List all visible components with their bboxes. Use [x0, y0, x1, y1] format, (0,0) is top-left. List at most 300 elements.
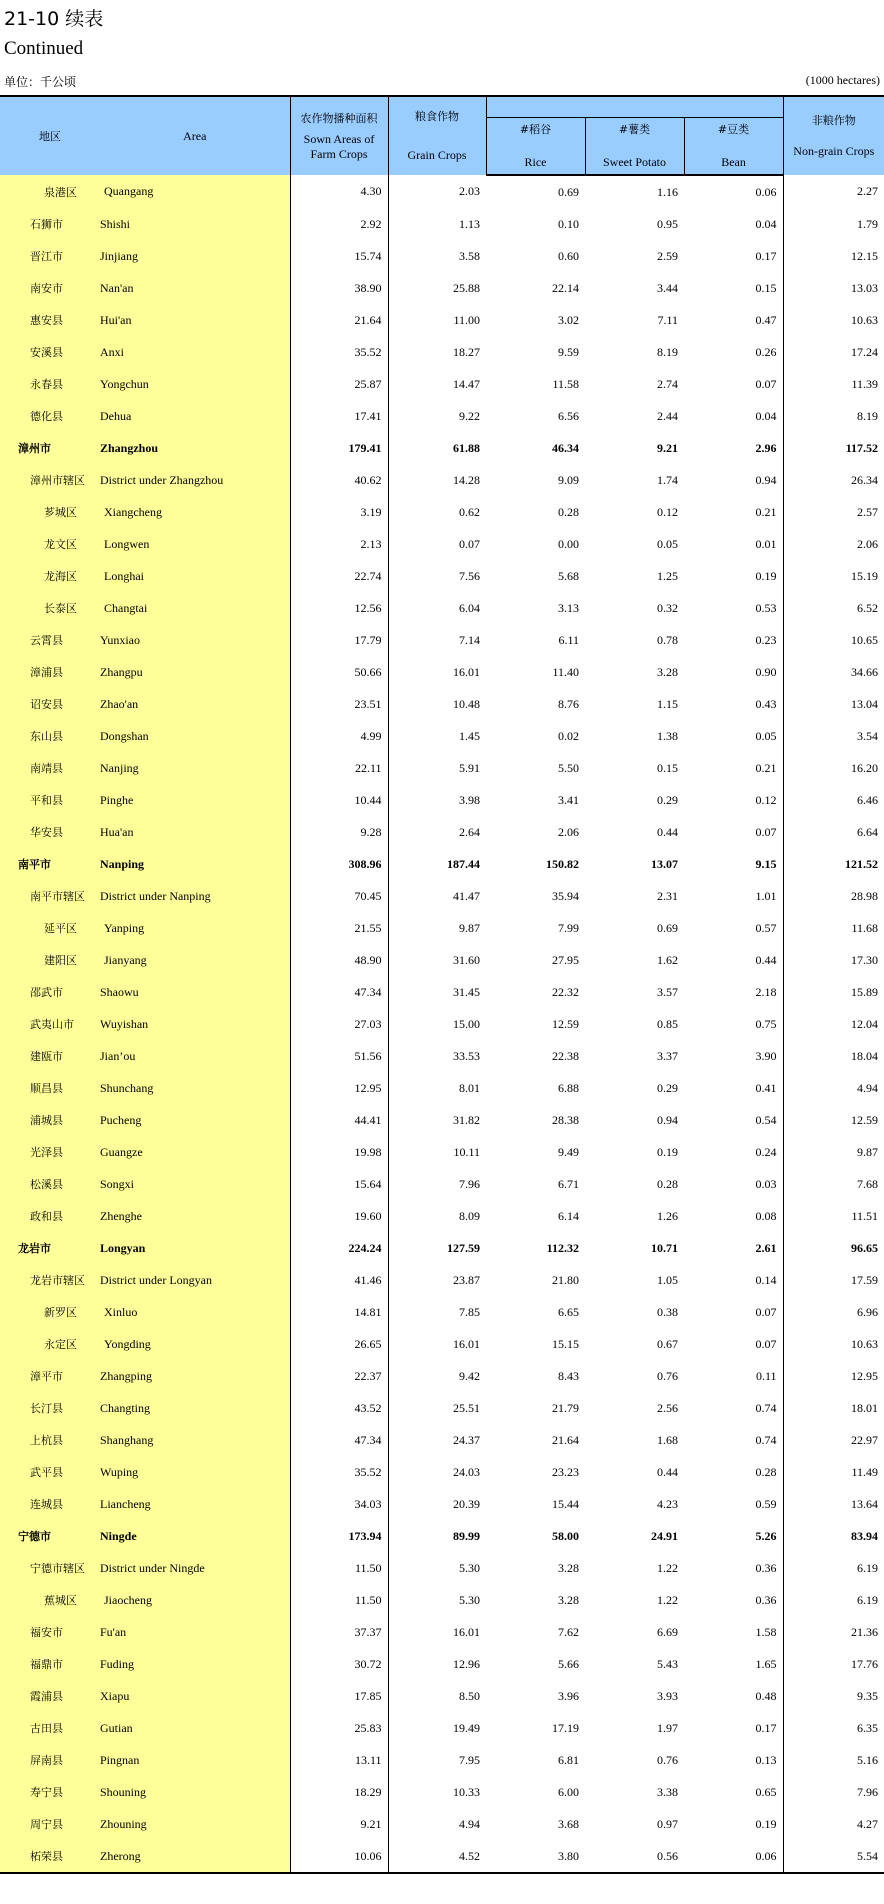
bean-value: 0.74	[755, 1432, 777, 1447]
sweet-potato-value: 0.32	[657, 600, 678, 615]
grain-crops-value: 7.14	[388, 624, 486, 656]
bean-value: 0.14	[755, 1272, 777, 1287]
grain-crops-value: 24.03	[388, 1456, 486, 1488]
grain-crops-value: 1.13	[388, 208, 486, 240]
bean-value: 0.15	[755, 280, 777, 295]
bean-value: 0.12	[755, 792, 777, 807]
sweet-potato-value: 0.76	[657, 1368, 678, 1383]
area-name-en: Changting	[100, 1392, 290, 1424]
area-name-en: District under Zhangzhou	[100, 464, 290, 496]
rice-value: 58.00	[552, 1528, 579, 1543]
area-name-en: Fuding	[100, 1648, 290, 1680]
table-number-title: 21-10 续表	[4, 8, 104, 30]
rice-value: 150.82	[546, 856, 579, 871]
sweet-potato-value: 1.26	[657, 1208, 678, 1223]
region-name-zh: 建瓯市	[0, 1040, 100, 1072]
sweet-potato-value: 3.28	[657, 664, 678, 679]
non-grain-value: 18.01	[783, 1392, 884, 1424]
non-grain-value: 96.65	[783, 1232, 884, 1264]
sown-area-value: 14.81	[290, 1296, 388, 1328]
table-row	[0, 304, 884, 336]
region-name-zh: 连城县	[0, 1488, 100, 1520]
sown-area-value: 21.64	[290, 304, 388, 336]
region-name-zh: 华安县	[0, 816, 100, 848]
rice-value: 21.64	[552, 1432, 579, 1447]
bean-value: 0.36	[755, 1592, 777, 1607]
area-header: Area	[100, 96, 290, 175]
region-name-zh: 邵武市	[0, 976, 100, 1008]
region-name-zh: 延平区	[0, 912, 100, 944]
sown-area-value: 47.34	[290, 1424, 388, 1456]
bean-value: 5.26	[755, 1528, 777, 1543]
grain-crops-value: 5.30	[388, 1584, 486, 1616]
grain-crops-value: 9.22	[388, 400, 486, 432]
sown-area-value: 22.11	[290, 752, 388, 784]
area-name-en: Yunxiao	[100, 624, 290, 656]
sweet-potato-value: 0.56	[585, 1840, 684, 1873]
rice-value: 11.58	[552, 376, 579, 391]
rice-value: 12.59	[552, 1016, 579, 1031]
non-grain-header-en: Non-grain Crops	[793, 144, 875, 158]
table-row	[0, 1040, 884, 1072]
sweet-potato-value: 0.97	[657, 1816, 678, 1831]
region-name-zh: 诏安县	[0, 688, 100, 720]
bean-header	[684, 118, 783, 176]
area-name-en: Nanjing	[100, 752, 290, 784]
rice-value: 6.11	[558, 632, 579, 647]
sown-area-value: 4.99	[290, 720, 388, 752]
sown-area-value: 35.52	[290, 1456, 388, 1488]
region-name-zh: 福鼎市	[0, 1648, 100, 1680]
grain-crops-value: 3.58	[388, 240, 486, 272]
region-name-zh: 光泽县	[0, 1136, 100, 1168]
region-name-zh: 永定区	[0, 1328, 100, 1360]
sown-area-value: 50.66	[290, 656, 388, 688]
rice-value: 22.38	[552, 1048, 579, 1063]
table-row	[0, 336, 884, 368]
region-name-zh: 南平市	[0, 848, 100, 880]
grain-crops-value: 5.30	[388, 1552, 486, 1584]
rice-value: 7.99	[558, 920, 579, 935]
region-name-zh: 永春县	[0, 368, 100, 400]
non-grain-value: 15.19	[783, 560, 884, 592]
non-grain-value: 13.04	[783, 688, 884, 720]
non-grain-value: 3.54	[783, 720, 884, 752]
grain-crops-value: 16.01	[388, 1616, 486, 1648]
non-grain-header-zh: 非粮作物	[811, 114, 856, 127]
non-grain-value: 6.19	[783, 1584, 884, 1616]
non-grain-value: 6.46	[783, 784, 884, 816]
grain-crops-value: 61.88	[388, 432, 486, 464]
non-grain-value: 7.96	[783, 1776, 884, 1808]
area-name-en: Zherong	[100, 1840, 290, 1873]
table-row	[0, 1008, 884, 1040]
sweet-potato-value: 2.59	[657, 248, 678, 263]
area-name-en: Jiaocheng	[100, 1584, 290, 1616]
crop-area-table	[0, 95, 884, 1874]
sweet-potato-value: 6.69	[657, 1624, 678, 1639]
sown-area-value: 22.37	[290, 1360, 388, 1392]
table-row	[0, 1616, 884, 1648]
rice-value: 21.80	[552, 1272, 579, 1287]
sown-area-value: 179.41	[290, 432, 388, 464]
area-name-en: Liancheng	[100, 1488, 290, 1520]
grain-crops-value: 8.09	[388, 1200, 486, 1232]
bean-value: 0.26	[755, 344, 777, 359]
table-row	[0, 240, 884, 272]
bean-value: 0.07	[755, 1304, 777, 1319]
bean-header-en: Bean	[721, 155, 746, 169]
region-name-zh: 龙岩市	[0, 1232, 100, 1264]
sweet-potato-value: 9.21	[657, 440, 678, 455]
table-row	[0, 688, 884, 720]
grain-crops-value: 16.01	[388, 656, 486, 688]
sweet-potato-value: 3.38	[657, 1784, 678, 1799]
area-name-en: Pucheng	[100, 1104, 290, 1136]
bean-value: 0.21	[755, 504, 777, 519]
bean-value: 0.03	[755, 1176, 777, 1191]
region-name-zh: 政和县	[0, 1200, 100, 1232]
sown-area-value: 18.29	[290, 1776, 388, 1808]
non-grain-value: 17.59	[783, 1264, 884, 1296]
sweet-potato-value: 0.19	[657, 1144, 678, 1159]
rice-value: 11.40	[552, 664, 579, 679]
sweet-potato-value: 1.68	[657, 1432, 678, 1447]
grain-crops-value: 25.88	[388, 272, 486, 304]
grain-crops-value: 5.91	[388, 752, 486, 784]
rice-value: 0.02	[558, 728, 579, 743]
non-grain-value: 17.24	[783, 336, 884, 368]
area-name-en: Hui'an	[100, 304, 290, 336]
sown-area-value: 224.24	[290, 1232, 388, 1264]
table-row	[0, 720, 884, 752]
sweet-potato-value: 8.19	[657, 344, 678, 359]
sown-area-value: 47.34	[290, 976, 388, 1008]
region-name-zh: 浦城县	[0, 1104, 100, 1136]
sown-area-header	[290, 96, 388, 175]
region-name-zh: 龙海区	[0, 560, 100, 592]
bean-value: 0.21	[755, 760, 777, 775]
table-row	[0, 1456, 884, 1488]
table-row	[0, 784, 884, 816]
bean-value: 0.53	[755, 600, 777, 615]
sown-area-value: 4.30	[290, 175, 388, 208]
bean-value: 0.04	[755, 408, 777, 423]
sweet-potato-value: 0.85	[657, 1016, 678, 1031]
bean-value: 0.41	[755, 1080, 777, 1095]
table-row	[0, 1200, 884, 1232]
area-name-en: Shunchang	[100, 1072, 290, 1104]
bean-value: 3.90	[755, 1048, 777, 1063]
grain-crops-value: 89.99	[388, 1520, 486, 1552]
area-name-en: Hua'an	[100, 816, 290, 848]
bean-value: 0.54	[755, 1112, 777, 1127]
sweet-potato-value: 1.16	[657, 184, 678, 199]
sown-area-value: 27.03	[290, 1008, 388, 1040]
non-grain-value: 13.03	[783, 272, 884, 304]
sown-area-header-en: Sown Areas of Farm Crops	[303, 131, 375, 161]
sown-area-value: 41.46	[290, 1264, 388, 1296]
area-name-en: Ningde	[100, 1520, 290, 1552]
non-grain-value: 7.68	[783, 1168, 884, 1200]
sown-area-value: 17.85	[290, 1680, 388, 1712]
rice-value: 15.44	[552, 1496, 579, 1511]
region-name-zh: 松溪县	[0, 1168, 100, 1200]
region-name-zh: 周宁县	[0, 1808, 100, 1840]
rice-value: 6.00	[558, 1784, 579, 1799]
sown-area-value: 23.51	[290, 688, 388, 720]
non-grain-value: 34.66	[783, 656, 884, 688]
sown-area-value: 2.13	[290, 528, 388, 560]
rice-value: 3.68	[558, 1816, 579, 1831]
bean-value: 0.65	[755, 1784, 777, 1799]
grain-crops-value: 127.59	[388, 1232, 486, 1264]
region-name-zh: 平和县	[0, 784, 100, 816]
non-grain-value: 2.57	[783, 496, 884, 528]
sown-area-value: 21.55	[290, 912, 388, 944]
grain-crops-value: 18.27	[388, 336, 486, 368]
area-name-en: Yanping	[100, 912, 290, 944]
region-name-zh: 顺昌县	[0, 1072, 100, 1104]
grain-crops-header-en: Grain Crops	[407, 148, 467, 162]
region-name-zh: 惠安县	[0, 304, 100, 336]
table-row	[0, 368, 884, 400]
area-name-en: Jian’ou	[100, 1040, 290, 1072]
area-name-en: Shanghang	[100, 1424, 290, 1456]
sweet-potato-value: 1.25	[657, 568, 678, 583]
area-name-en: Zhenghe	[100, 1200, 290, 1232]
grain-crops-value: 9.42	[388, 1360, 486, 1392]
rice-value: 112.32	[546, 1240, 579, 1255]
table-row	[0, 208, 884, 240]
sweet-potato-value: 0.05	[657, 536, 678, 551]
bean-value: 0.57	[755, 920, 777, 935]
non-grain-value: 6.64	[783, 816, 884, 848]
sown-area-value: 34.03	[290, 1488, 388, 1520]
table-row	[0, 848, 884, 880]
sweet-potato-value: 0.38	[657, 1304, 678, 1319]
bean-value: 0.59	[755, 1496, 777, 1511]
table-row	[0, 1840, 884, 1873]
non-grain-value: 26.34	[783, 464, 884, 496]
table-row	[0, 880, 884, 912]
region-name-zh: 武夷山市	[0, 1008, 100, 1040]
table-row	[0, 1648, 884, 1680]
grain-crops-value: 33.53	[388, 1040, 486, 1072]
area-name-en: Jinjiang	[100, 240, 290, 272]
sweet-potato-value: 4.23	[657, 1496, 678, 1511]
rice-value: 0.10	[558, 216, 579, 231]
table-row	[0, 1232, 884, 1264]
sown-area-value: 9.28	[290, 816, 388, 848]
sweet-potato-value: 0.67	[657, 1336, 678, 1351]
grain-crops-value: 14.47	[388, 368, 486, 400]
grain-crops-value: 2.03	[388, 175, 486, 208]
sown-area-value: 40.62	[290, 464, 388, 496]
bean-value: 2.96	[755, 440, 777, 455]
grain-subheader-spacer	[486, 96, 783, 118]
sown-area-value: 25.87	[290, 368, 388, 400]
table-row	[0, 1712, 884, 1744]
non-grain-value: 8.19	[783, 400, 884, 432]
rice-value: 22.14	[552, 280, 579, 295]
sweet-potato-value: 24.91	[651, 1528, 678, 1543]
bean-value: 0.06	[684, 1840, 783, 1873]
region-name-zh: 长汀县	[0, 1392, 100, 1424]
table-row	[0, 1168, 884, 1200]
bean-value: 9.15	[755, 856, 777, 871]
sweet-potato-value: 0.29	[657, 792, 678, 807]
non-grain-value: 16.20	[783, 752, 884, 784]
table-row	[0, 944, 884, 976]
table-row	[0, 976, 884, 1008]
table-row	[0, 1776, 884, 1808]
rice-value: 6.81	[558, 1752, 579, 1767]
region-name-zh: 晋江市	[0, 240, 100, 272]
area-name-en: Yongding	[100, 1328, 290, 1360]
grain-crops-value: 19.49	[388, 1712, 486, 1744]
area-name-en: Zhao'an	[100, 688, 290, 720]
non-grain-value: 18.04	[783, 1040, 884, 1072]
region-name-zh: 霞浦县	[0, 1680, 100, 1712]
area-name-en: Yongchun	[100, 368, 290, 400]
rice-value: 5.68	[558, 568, 579, 583]
sown-area-value: 43.52	[290, 1392, 388, 1424]
sown-area-value: 38.90	[290, 272, 388, 304]
grain-crops-value: 41.47	[388, 880, 486, 912]
bean-value: 2.18	[755, 984, 777, 999]
region-name-zh: 泉港区	[0, 175, 100, 208]
bean-value: 0.90	[755, 664, 777, 679]
bean-value: 1.01	[755, 888, 777, 903]
grain-crops-value: 0.07	[388, 528, 486, 560]
region-name-zh: 南靖县	[0, 752, 100, 784]
area-name-en: Xiapu	[100, 1680, 290, 1712]
bean-value: 0.74	[755, 1400, 777, 1415]
table-row	[0, 816, 884, 848]
non-grain-value: 15.89	[783, 976, 884, 1008]
region-name-zh: 漳平市	[0, 1360, 100, 1392]
grain-crops-value: 0.62	[388, 496, 486, 528]
sweet-potato-value: 1.74	[657, 472, 678, 487]
sweet-potato-value: 3.93	[657, 1688, 678, 1703]
area-name-en: Shouning	[100, 1776, 290, 1808]
sweet-potato-value: 0.76	[657, 1752, 678, 1767]
sweet-potato-value: 0.69	[657, 920, 678, 935]
rice-value: 0.00	[558, 536, 579, 551]
table-row	[0, 1584, 884, 1616]
rice-value: 6.88	[558, 1080, 579, 1095]
area-name-en: Shishi	[100, 208, 290, 240]
rice-value: 8.76	[558, 696, 579, 711]
rice-value: 17.19	[552, 1720, 579, 1735]
sown-area-header-zh: 农作物播种面积	[300, 111, 378, 125]
region-name-zh: 安溪县	[0, 336, 100, 368]
non-grain-value: 17.76	[783, 1648, 884, 1680]
table-row	[0, 1264, 884, 1296]
region-name-zh: 上杭县	[0, 1424, 100, 1456]
non-grain-value: 21.36	[783, 1616, 884, 1648]
sweet-potato-value: 1.38	[657, 728, 678, 743]
table-row	[0, 1072, 884, 1104]
sown-area-value: 19.98	[290, 1136, 388, 1168]
sown-area-value: 13.11	[290, 1744, 388, 1776]
table-row	[0, 624, 884, 656]
sweet-potato-value: 0.44	[657, 1464, 678, 1479]
rice-value: 9.09	[558, 472, 579, 487]
table-row	[0, 1808, 884, 1840]
sown-area-value: 12.95	[290, 1072, 388, 1104]
sweet-potato-value: 1.05	[657, 1272, 678, 1287]
table-row	[0, 656, 884, 688]
area-name-en: Guangze	[100, 1136, 290, 1168]
rice-value: 6.71	[558, 1176, 579, 1191]
sown-area-value: 17.79	[290, 624, 388, 656]
region-name-zh: 新罗区	[0, 1296, 100, 1328]
region-name-zh: 柘荣县	[0, 1840, 100, 1873]
grain-crops-value: 12.96	[388, 1648, 486, 1680]
rice-value: 2.06	[558, 824, 579, 839]
bean-value: 0.07	[755, 824, 777, 839]
grain-crops-value: 25.51	[388, 1392, 486, 1424]
area-name-en: District under Nanping	[100, 880, 290, 912]
non-grain-value: 12.59	[783, 1104, 884, 1136]
sweet-potato-value: 0.15	[657, 760, 678, 775]
region-name-zh: 龙文区	[0, 528, 100, 560]
table-row	[0, 912, 884, 944]
non-grain-value: 2.06	[783, 528, 884, 560]
table-row	[0, 1520, 884, 1552]
non-grain-value: 6.52	[783, 592, 884, 624]
rice-value: 5.50	[558, 760, 579, 775]
region-header: 地区	[0, 96, 100, 175]
non-grain-value: 83.94	[783, 1520, 884, 1552]
grain-crops-value: 8.01	[388, 1072, 486, 1104]
sown-area-value: 10.44	[290, 784, 388, 816]
area-name-en: Nanping	[100, 848, 290, 880]
grain-crops-value: 2.64	[388, 816, 486, 848]
grain-crops-value: 24.37	[388, 1424, 486, 1456]
rice-value: 7.62	[558, 1624, 579, 1639]
region-name-zh: 石狮市	[0, 208, 100, 240]
sweet-potato-value: 0.12	[657, 504, 678, 519]
bean-value: 0.07	[755, 1336, 777, 1351]
sown-area-value: 15.64	[290, 1168, 388, 1200]
area-name-en: Quangang	[100, 175, 290, 208]
rice-value: 9.59	[558, 344, 579, 359]
grain-crops-header	[388, 96, 486, 175]
non-grain-value: 10.65	[783, 624, 884, 656]
non-grain-value: 17.30	[783, 944, 884, 976]
sown-area-value: 10.06	[290, 1840, 388, 1873]
sweet-potato-value: 1.22	[657, 1592, 678, 1607]
non-grain-value: 12.15	[783, 240, 884, 272]
bean-value: 0.13	[755, 1752, 777, 1767]
grain-crops-value: 9.87	[388, 912, 486, 944]
area-name-en: Anxi	[100, 336, 290, 368]
grain-crops-value: 14.28	[388, 464, 486, 496]
grain-crops-value: 16.01	[388, 1328, 486, 1360]
sweet-potato-value: 0.29	[657, 1080, 678, 1095]
non-grain-value: 11.39	[783, 368, 884, 400]
sown-area-value: 37.37	[290, 1616, 388, 1648]
non-grain-value: 4.94	[783, 1072, 884, 1104]
area-name-en: Nan'an	[100, 272, 290, 304]
non-grain-value: 117.52	[783, 432, 884, 464]
rice-value: 35.94	[552, 888, 579, 903]
sown-area-value: 44.41	[290, 1104, 388, 1136]
non-grain-value: 5.54	[783, 1840, 884, 1873]
